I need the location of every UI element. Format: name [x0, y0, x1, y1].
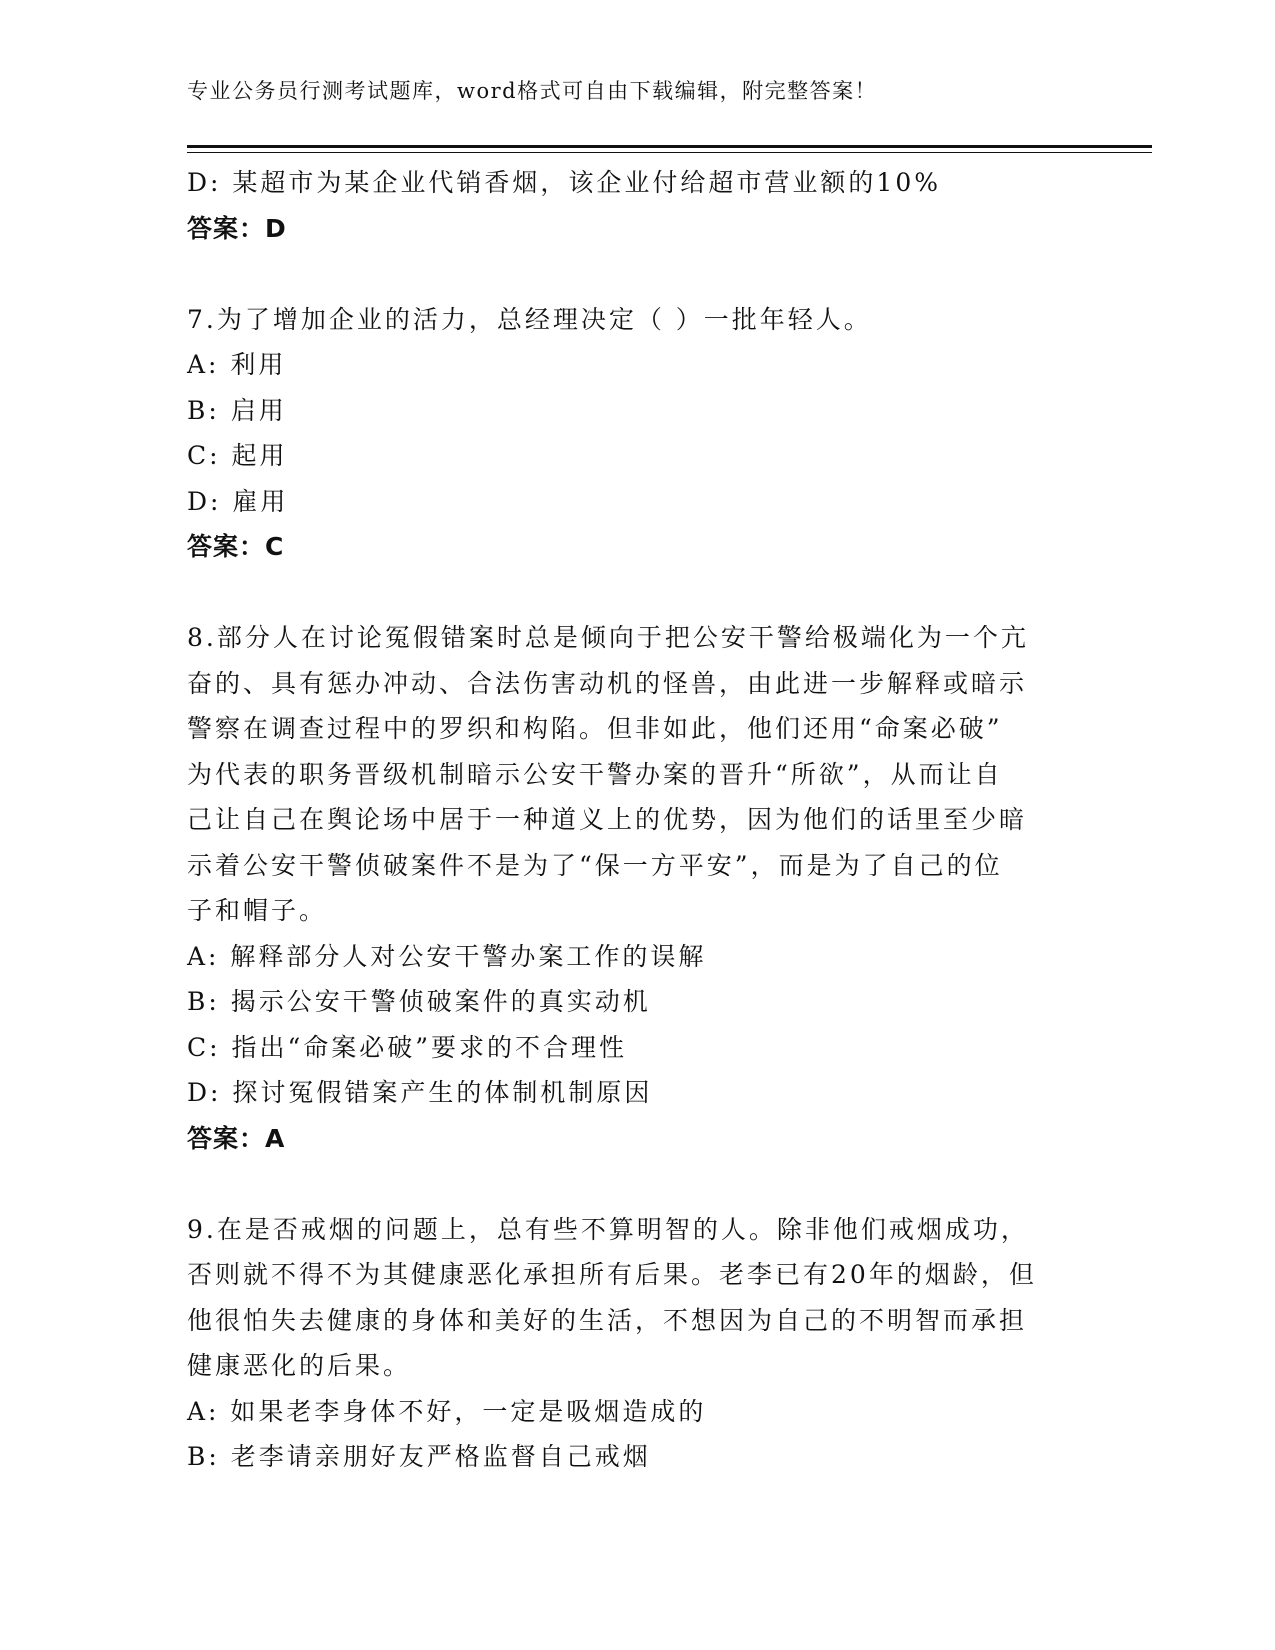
- question-stem-line: 奋的、具有惩办冲动、合法伤害动机的怪兽，由此进一步解释或暗示: [187, 668, 1028, 698]
- spacer: [187, 1161, 1067, 1207]
- option-d: D: 雇用: [187, 486, 289, 516]
- option-a: A: 如果老李身体不好，一定是吸烟造成的: [187, 1396, 707, 1426]
- document-body: [187, 160, 1067, 1480]
- question-stem-line: 他很怕失去健康的身体和美好的生活，不想因为自己的不明智而承担: [187, 1305, 1028, 1335]
- question-stem-line: 警察在调查过程中的罗织和构陷。但非如此，他们还用“命案必破”: [187, 714, 1003, 743]
- question-stem-line: 子和帽子。: [187, 896, 328, 925]
- option-c: C: 起用: [187, 441, 288, 470]
- option-b: B: 揭示公安干警侦破案件的真实动机: [187, 987, 651, 1016]
- spacer: [187, 251, 1067, 297]
- question-stem-line: 9.在是否戒烟的问题上，总有些不算明智的人。除非他们戒烟成功，: [187, 1214, 1029, 1244]
- option-d: D: 探讨冤假错案产生的体制机制原因: [187, 1078, 653, 1107]
- option-c: C: 指出“命案必破”要求的不合理性: [187, 1032, 628, 1062]
- option-a: A: 利用: [187, 350, 287, 379]
- question-stem-line: 健康恶化的后果。: [187, 1351, 412, 1380]
- option-b: B: 启用: [187, 395, 287, 425]
- question-8: [187, 615, 1067, 1161]
- answer-line: 答案：D: [187, 213, 287, 243]
- option-d: D: 某超市为某企业代销香烟，该企业付给超市营业额的10%: [187, 168, 941, 197]
- header-rule-thick: [187, 145, 1152, 148]
- question-stem-line: 示着公安干警侦破案件不是为了“保一方平安”，而是为了自己的位: [187, 850, 1003, 880]
- answer-line: 答案：A: [187, 1123, 286, 1153]
- option-a: A: 解释部分人对公安干警办案工作的误解: [187, 941, 707, 971]
- question-stem-line: 8.部分人在讨论冤假错案时总是倾向于把公安干警给极端化为一个亢: [187, 623, 1029, 652]
- page-header: 专业公务员行测考试题库，word格式可自由下载编辑，附完整答案！: [187, 79, 878, 103]
- question-9: [187, 1207, 1067, 1480]
- option-b: B: 老李请亲朋好友严格监督自己戒烟: [187, 1442, 651, 1471]
- header-rule-thin: [187, 152, 1152, 153]
- question-stem: 7.为了增加企业的活力，总经理决定（ ）一批年轻人。: [187, 304, 872, 334]
- spacer: [187, 570, 1067, 616]
- question-stem-line: 为代表的职务晋级机制暗示公安干警办案的晋升“所欲”，从而让自: [187, 759, 1003, 789]
- answer-line: 答案：C: [187, 532, 285, 561]
- question-stem-line: 己让自己在舆论场中居于一种道义上的优势，因为他们的话里至少暗: [187, 805, 1028, 834]
- question-7: [187, 297, 1067, 570]
- question-stem-line: 否则就不得不为其健康恶化承担所有后果。老李已有20年的烟龄，但: [187, 1260, 1037, 1289]
